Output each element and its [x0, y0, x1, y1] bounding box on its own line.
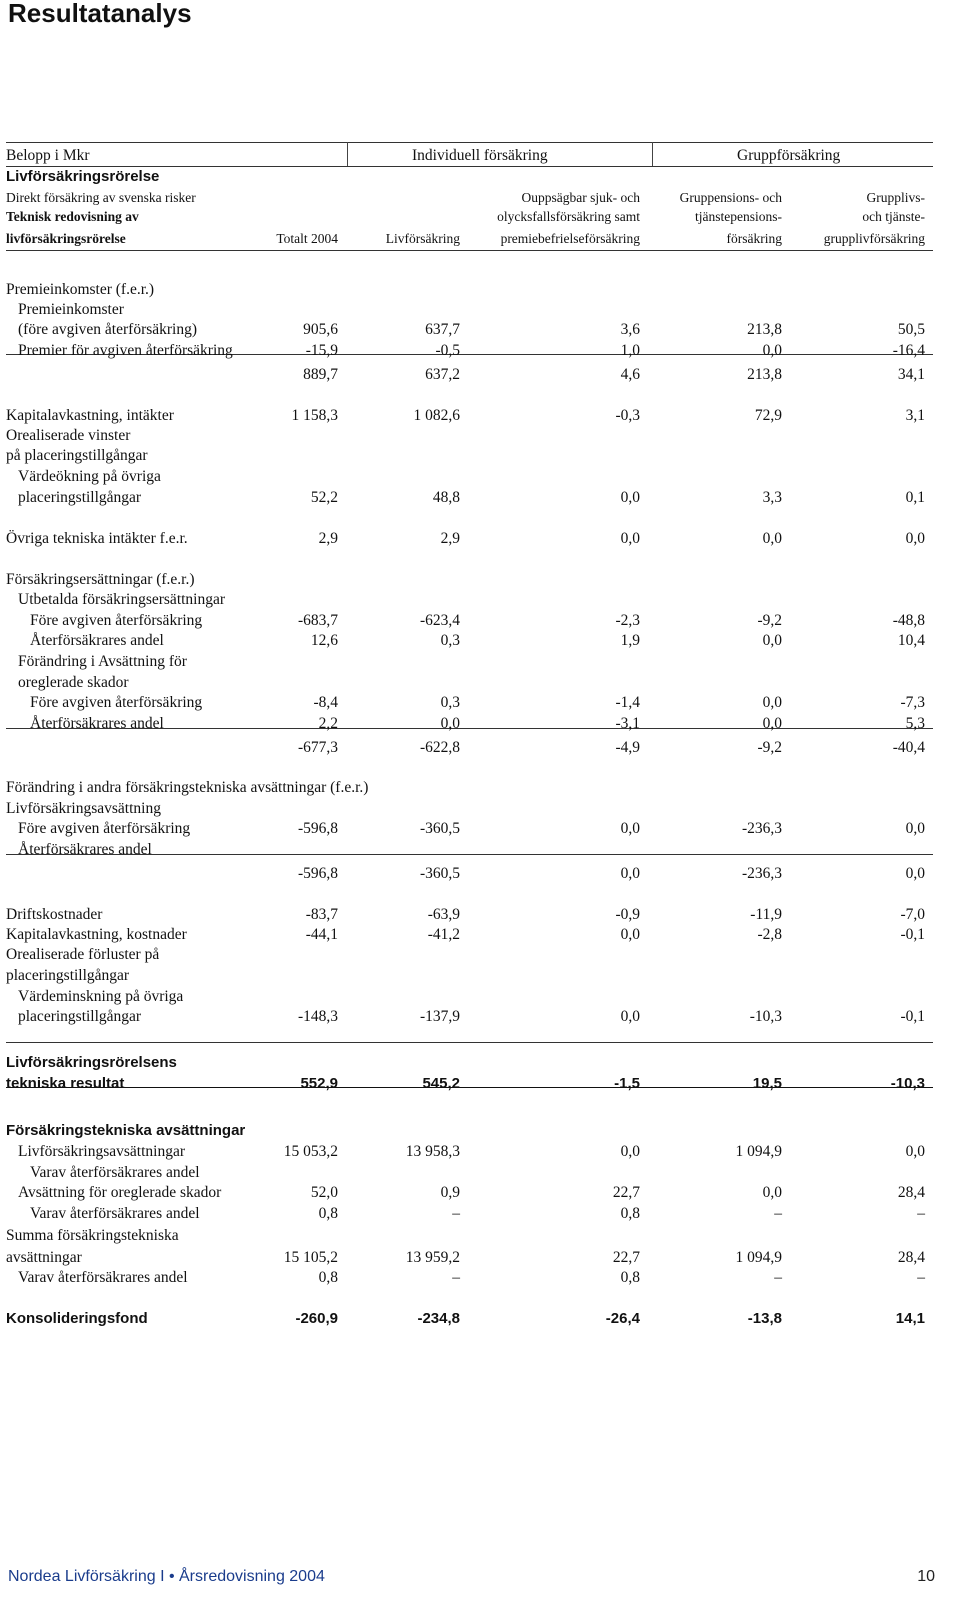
- row-value: 0,0: [762, 530, 782, 547]
- row-value: 1,0: [620, 342, 640, 359]
- row-value: -596,8: [297, 820, 338, 837]
- row-label: avsättningar: [6, 1249, 82, 1266]
- row-label: Konsolideringsfond: [6, 1310, 148, 1327]
- row-value: –: [774, 1205, 782, 1222]
- row-value: 22,7: [612, 1249, 640, 1266]
- row-value: -360,5: [419, 820, 460, 837]
- row-value: -15,9: [305, 342, 338, 359]
- row-value: -2,3: [615, 612, 640, 629]
- row-label: Värdeökning på övriga: [18, 468, 161, 485]
- row-value: -137,9: [419, 1008, 460, 1025]
- grupp-header: Gruppförsäkring: [737, 147, 841, 164]
- row-value: 10,4: [897, 632, 925, 649]
- row-value: 52,0: [310, 1184, 338, 1201]
- row-value: 0,3: [440, 694, 460, 711]
- row-value: 28,4: [897, 1249, 925, 1266]
- row-value: 0,0: [905, 865, 925, 882]
- row-value: 0,0: [762, 1184, 782, 1201]
- row-value: -683,7: [297, 612, 338, 629]
- row-label: Premier för avgiven återförsäkring: [18, 342, 233, 359]
- row-label: oreglerade skador: [18, 674, 129, 691]
- row-value: 13 959,2: [405, 1249, 460, 1266]
- row-label: placeringstillgångar: [6, 967, 130, 984]
- row-label: tekniska resultat: [6, 1075, 125, 1092]
- row-value: -40,4: [892, 739, 925, 756]
- row-label: Förändring i andra försäkringstekniska avsättningar (f.e.r.): [6, 779, 369, 796]
- row-value: -234,8: [417, 1310, 460, 1327]
- row-label: Återförsäkrares andel: [30, 715, 164, 732]
- row-value: -677,3: [297, 739, 338, 756]
- row-value: 905,6: [303, 321, 338, 338]
- row-value: –: [917, 1205, 925, 1222]
- row-value: -44,1: [305, 926, 338, 943]
- row-label: Premieinkomster: [18, 301, 124, 318]
- row-value: 0,0: [762, 632, 782, 649]
- row-label: placeringstillgångar: [18, 1008, 142, 1025]
- individuell-header: Individuell försäkring: [412, 147, 548, 164]
- header-top-rule: [6, 142, 933, 143]
- section-heading: Livförsäkringsrörelse: [6, 168, 160, 185]
- row-value: 545,2: [422, 1075, 460, 1092]
- row-value: 1 094,9: [735, 1143, 782, 1160]
- row-label: Varav återförsäkrares andel: [30, 1164, 200, 1181]
- row-label: Kapitalavkastning, kostnader: [6, 926, 187, 943]
- row-value: -0,1: [900, 926, 925, 943]
- row-value: 637,7: [425, 321, 460, 338]
- row-value: 15 053,2: [283, 1143, 338, 1160]
- row-value: 0,8: [620, 1269, 640, 1286]
- row-value: -236,3: [741, 865, 782, 882]
- row-value: 0,3: [440, 632, 460, 649]
- row-value: 0,0: [620, 926, 640, 943]
- row-value: 1,9: [620, 632, 640, 649]
- row-value: –: [452, 1269, 460, 1286]
- row-label: Kapitalavkastning, intäkter: [6, 407, 174, 424]
- row-value: -360,5: [419, 865, 460, 882]
- row-value: -16,4: [892, 342, 925, 359]
- row-value: 0,8: [318, 1269, 338, 1286]
- row-value: 14,1: [895, 1310, 925, 1327]
- row-value: 0,0: [440, 715, 460, 732]
- row-value: 213,8: [747, 321, 782, 338]
- row-value: -622,8: [419, 739, 460, 756]
- row-value: 1 158,3: [291, 407, 338, 424]
- row-value: -9,2: [757, 612, 782, 629]
- belopp-label: Belopp i Mkr: [6, 147, 90, 164]
- row-value: -0,9: [615, 906, 640, 923]
- row-value: 52,2: [310, 489, 338, 506]
- col-header-pension-1: Gruppensions- och: [679, 190, 782, 205]
- page-number: 10: [917, 1568, 935, 1585]
- row-label: Utbetalda försäkringsersättningar: [18, 591, 226, 608]
- row-value: -7,0: [900, 906, 925, 923]
- row-value: 0,0: [620, 865, 640, 882]
- row-value: 22,7: [612, 1184, 640, 1201]
- row-value: 0,8: [318, 1205, 338, 1222]
- row-value: 0,0: [905, 1143, 925, 1160]
- row-value: 3,3: [762, 489, 782, 506]
- row-value: -7,3: [900, 694, 925, 711]
- row-value: -10,3: [890, 1075, 925, 1092]
- row-value: 0,8: [620, 1205, 640, 1222]
- col-header-sjuk-3: premiebefrielseförsäkring: [500, 231, 640, 246]
- row-value: -83,7: [305, 906, 338, 923]
- row-value: -0,5: [435, 342, 460, 359]
- direkt-label: Direkt försäkring av svenska risker: [6, 190, 196, 205]
- row-label: Återförsäkrares andel: [18, 841, 152, 858]
- row-value: -3,1: [615, 715, 640, 732]
- row-value: 0,1: [905, 489, 925, 506]
- row-value: 1 094,9: [735, 1249, 782, 1266]
- row-value: –: [452, 1205, 460, 1222]
- row-value: -13,8: [747, 1310, 782, 1327]
- row-value: -9,2: [757, 739, 782, 756]
- row-value: 0,0: [762, 715, 782, 732]
- row-value: 2,2: [318, 715, 338, 732]
- result-bottom-rule: [6, 1087, 933, 1088]
- row-label: Avsättning för oreglerade skador: [18, 1184, 222, 1201]
- row-label: Varav återförsäkrares andel: [18, 1269, 188, 1286]
- row-value: 4,6: [620, 366, 640, 383]
- row-label: (före avgiven återförsäkring): [18, 321, 198, 338]
- row-value: 72,9: [754, 407, 782, 424]
- row-value: -260,9: [295, 1310, 338, 1327]
- row-label: Driftskostnader: [6, 906, 103, 923]
- row-label: placeringstillgångar: [18, 489, 142, 506]
- row-value: 50,5: [897, 321, 925, 338]
- row-label: på placeringstillgångar: [6, 447, 148, 464]
- row-value: -148,3: [297, 1008, 338, 1025]
- row-label: Värdeminskning på övriga: [18, 988, 184, 1005]
- row-value: 3,1: [905, 407, 925, 424]
- header-bottom-rule: [6, 250, 933, 251]
- row-value: -2,8: [757, 926, 782, 943]
- row-value: 0,0: [762, 342, 782, 359]
- row-label: Livförsäkringsavsättningar: [18, 1143, 186, 1160]
- row-value: 5,3: [905, 715, 925, 732]
- row-label: Premieinkomster (f.e.r.): [6, 281, 155, 298]
- row-value: –: [917, 1269, 925, 1286]
- row-value: 1 082,6: [413, 407, 460, 424]
- row-label: Livförsäkringsrörelsens: [6, 1054, 177, 1071]
- row-value: 19,5: [752, 1075, 782, 1092]
- col-header-sjuk-1: Ouppsägbar sjuk- och: [521, 190, 640, 205]
- col-header-liv: Livförsäkring: [385, 231, 460, 246]
- row-value: 0,0: [905, 530, 925, 547]
- row-value: -10,3: [749, 1008, 782, 1025]
- row-label: Före avgiven återförsäkring: [30, 694, 203, 711]
- row-label: Före avgiven återförsäkring: [18, 820, 191, 837]
- row-value: 12,6: [310, 632, 338, 649]
- row-value: 28,4: [897, 1184, 925, 1201]
- row-value: -623,4: [419, 612, 460, 629]
- row-value: 2,9: [318, 530, 338, 547]
- result-top-rule: [6, 1042, 933, 1043]
- row-label: Övriga tekniska intäkter f.e.r.: [6, 530, 188, 547]
- row-label: Förändring i Avsättning för: [18, 653, 187, 670]
- row-value: -236,3: [741, 820, 782, 837]
- row-value: 889,7: [303, 366, 338, 383]
- row-value: 213,8: [747, 366, 782, 383]
- row-label: Varav återförsäkrares andel: [30, 1205, 200, 1222]
- row-value: -63,9: [427, 906, 460, 923]
- row-label: Orealiserade vinster: [6, 427, 131, 444]
- row-value: -26,4: [605, 1310, 640, 1327]
- row-value: -48,8: [892, 612, 925, 629]
- row-value: 0,0: [620, 489, 640, 506]
- row-label: Före avgiven återförsäkring: [30, 612, 203, 629]
- row-value: 34,1: [897, 366, 925, 383]
- row-value: 3,6: [620, 321, 640, 338]
- row-value: –: [774, 1269, 782, 1286]
- row-value: 0,0: [620, 530, 640, 547]
- row-label: Försäkringstekniska avsättningar: [6, 1122, 246, 1139]
- row-value: 15 105,2: [283, 1249, 338, 1266]
- footer-text: Nordea Livförsäkring I • Årsredovisning 2004: [8, 1568, 325, 1585]
- row-value: 48,8: [432, 489, 460, 506]
- row-value: 637,2: [425, 366, 460, 383]
- col-header-pension-2: tjänstepensions-: [695, 209, 782, 224]
- col-header-grupp-1: Grupplivs-: [866, 190, 925, 205]
- col-header-grupp-2: och tjänste-: [862, 209, 925, 224]
- row-value: -0,1: [900, 1008, 925, 1025]
- row-value: -11,9: [750, 906, 782, 923]
- col-header-sjuk-2: olycksfallsförsäkring samt: [497, 209, 640, 224]
- row-label: Orealiserade förluster på: [6, 946, 160, 963]
- row-value: 0,0: [620, 820, 640, 837]
- row-value: -1,5: [614, 1075, 640, 1092]
- row-label: Livförsäkringsavsättning: [6, 800, 161, 817]
- row-value: -0,3: [615, 407, 640, 424]
- teknisk-label-2: livförsäkringsrörelse: [6, 231, 126, 246]
- row-label: Summa försäkringstekniska: [6, 1227, 179, 1244]
- row-value: -41,2: [427, 926, 460, 943]
- col-header-total: Totalt 2004: [276, 231, 338, 246]
- row-label: Återförsäkrares andel: [30, 632, 164, 649]
- page-title: Resultatanalys: [8, 0, 192, 28]
- row-value: 2,9: [440, 530, 460, 547]
- row-value: 0,0: [762, 694, 782, 711]
- header-divider-right: [652, 142, 653, 167]
- header-divider-left: [347, 142, 348, 167]
- row-value: 13 958,3: [405, 1143, 460, 1160]
- row-value: 0,0: [620, 1008, 640, 1025]
- col-header-pension-3: försäkring: [726, 231, 782, 246]
- col-header-grupp-3: grupplivförsäkring: [823, 231, 925, 246]
- teknisk-label-1: Teknisk redovisning av: [6, 209, 139, 224]
- row-value: -4,9: [615, 739, 640, 756]
- row-value: 0,0: [620, 1143, 640, 1160]
- row-label: Försäkringsersättningar (f.e.r.): [6, 571, 195, 588]
- row-value: -1,4: [615, 694, 640, 711]
- row-value: -8,4: [313, 694, 338, 711]
- row-value: 0,0: [905, 820, 925, 837]
- row-value: 0,9: [440, 1184, 460, 1201]
- row-value: -596,8: [297, 865, 338, 882]
- row-value: 552,9: [300, 1075, 338, 1092]
